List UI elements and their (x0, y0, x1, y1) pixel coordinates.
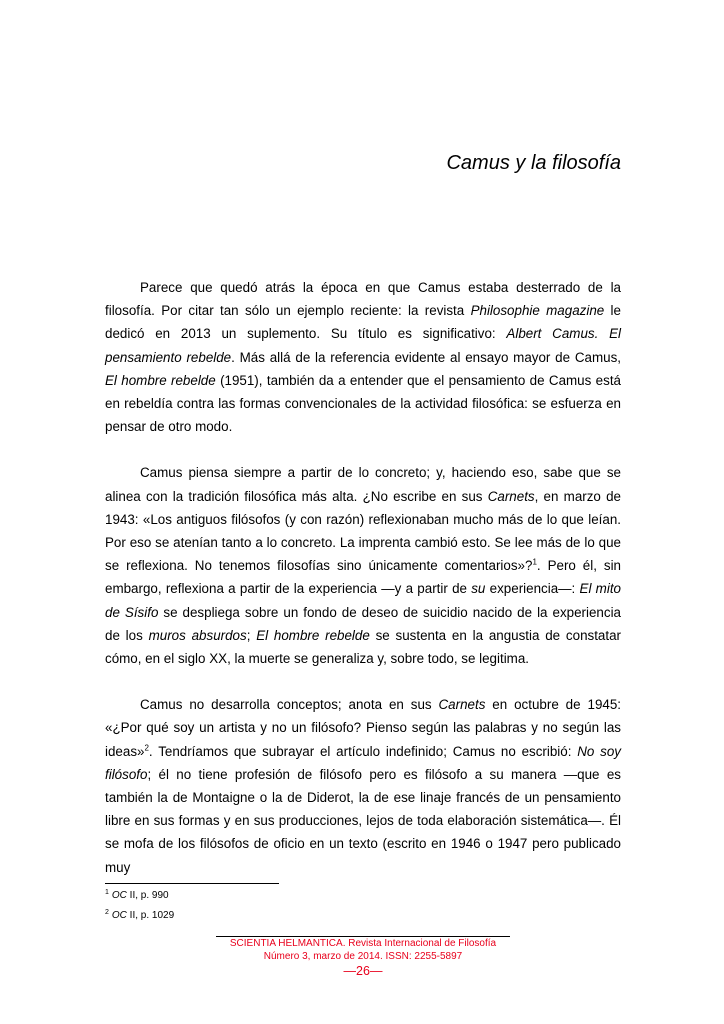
text-run: experiencia—: (485, 581, 580, 597)
paragraph (105, 693, 621, 879)
text-run: ; (246, 627, 257, 643)
italic-text: muros absurdos (148, 627, 247, 643)
text-run: Camus piensa siempre a partir de lo concreto; y, haciendo eso, sabe que se alinea con la tradición filosófica más alta. ¿No escribe en sus (105, 465, 621, 504)
paragraph (105, 276, 621, 438)
italic-text: No soy filósofo (105, 743, 621, 782)
text-run: . Más allá de la referencia evidente al ensayo mayor de Camus, (231, 349, 621, 365)
text-run: . Pero él, sin embargo, reflexiona a partir de la experiencia —y a partir de (105, 558, 621, 597)
footnote (105, 906, 505, 926)
footnote-source: OC (111, 890, 127, 901)
italic-text: Albert Camus. El pensamiento rebelde (105, 326, 621, 365)
italic-text: El hombre rebelde (105, 372, 216, 388)
footnote-ref: II, p. 1029 (126, 910, 175, 921)
text-run: le dedicó en 2013 un suplemento. Su título es significativo: (105, 303, 621, 342)
footnote-marker: 1 (532, 557, 537, 567)
page-number: —26— (343, 964, 383, 978)
paragraph (105, 461, 621, 670)
italic-text: Carnets (487, 488, 535, 504)
italic-text: su (471, 581, 486, 597)
footnote-number: 2 (105, 908, 109, 916)
text-run: Camus no desarrolla conceptos; anota en sus (140, 697, 439, 713)
journal-name: SCIENTIA HELMANTICA. Revista Internacional de Filosofía (229, 938, 497, 949)
body-text (105, 276, 621, 902)
italic-text: Carnets (438, 697, 486, 713)
footnote-number: 1 (105, 888, 109, 896)
italic-text: El mito de Sísifo (105, 581, 621, 620)
text-run: , en marzo de 1943: «Los antiguos filósofos (y con razón) reflexionaban mucho más de lo que leían. Por eso se atenían tanto a lo concreto. La imprenta cambió esto. Se lee más de lo que se reflexiona. No tenemos filosofías sino únicamente comentarios»? (105, 488, 621, 574)
italic-text: Philosophie magazine (470, 303, 605, 319)
page-title: Camus y la filosofía (446, 152, 621, 174)
footnotes (105, 886, 505, 926)
text-run: . Tendríamos que subrayar el artículo indefinido; Camus no escribió: (148, 743, 578, 759)
text-run: (1951), también da a entender que el pensamiento de Camus está en rebeldía contra las formas convencionales de la actividad filosófica: se esfuerza en pensar de otro modo. (105, 372, 621, 435)
text-run: se sustenta en la angustia de constatar cómo, en el siglo XX, la muerte se generaliza y, sobre todo, se legitima. (105, 627, 622, 667)
text-run: ; él no tiene profesión de filósofo pero es filósofo a su manera —que es también la de Montaigne o la de Diderot, la de ese linaje francés de un pensamiento libre en sus formas y en sus producciones, lejos de toda elaboración sistemática—. Él se mofa de los filósofos de oficio en un texto (escrito en 1946 o 1947 pero publicado muy (105, 766, 621, 875)
italic-text: El hombre rebelde (256, 627, 370, 643)
issue-info: Número 3, marzo de 2014. ISSN: 2255-5897 (263, 951, 463, 962)
footnote-source: OC (111, 910, 127, 921)
text-run: Parece que quedó atrás la época en que Camus estaba desterrado de la filosofía. Por citar tan sólo un ejemplo reciente: la revista (105, 280, 621, 319)
text-run: se despliega sobre un fondo de deseo de suicidio nacido de la experiencia de los (105, 604, 621, 643)
page-footer (216, 934, 510, 979)
footnote (105, 886, 505, 906)
text-run: en octubre de 1945: «¿Por qué soy un artista y no un filósofo? Pienso según las palabras y no según las ideas» (105, 697, 622, 759)
footnote-marker: 2 (144, 743, 149, 753)
footnote-divider (105, 883, 279, 884)
footnote-ref: II, p. 990 (126, 890, 169, 901)
